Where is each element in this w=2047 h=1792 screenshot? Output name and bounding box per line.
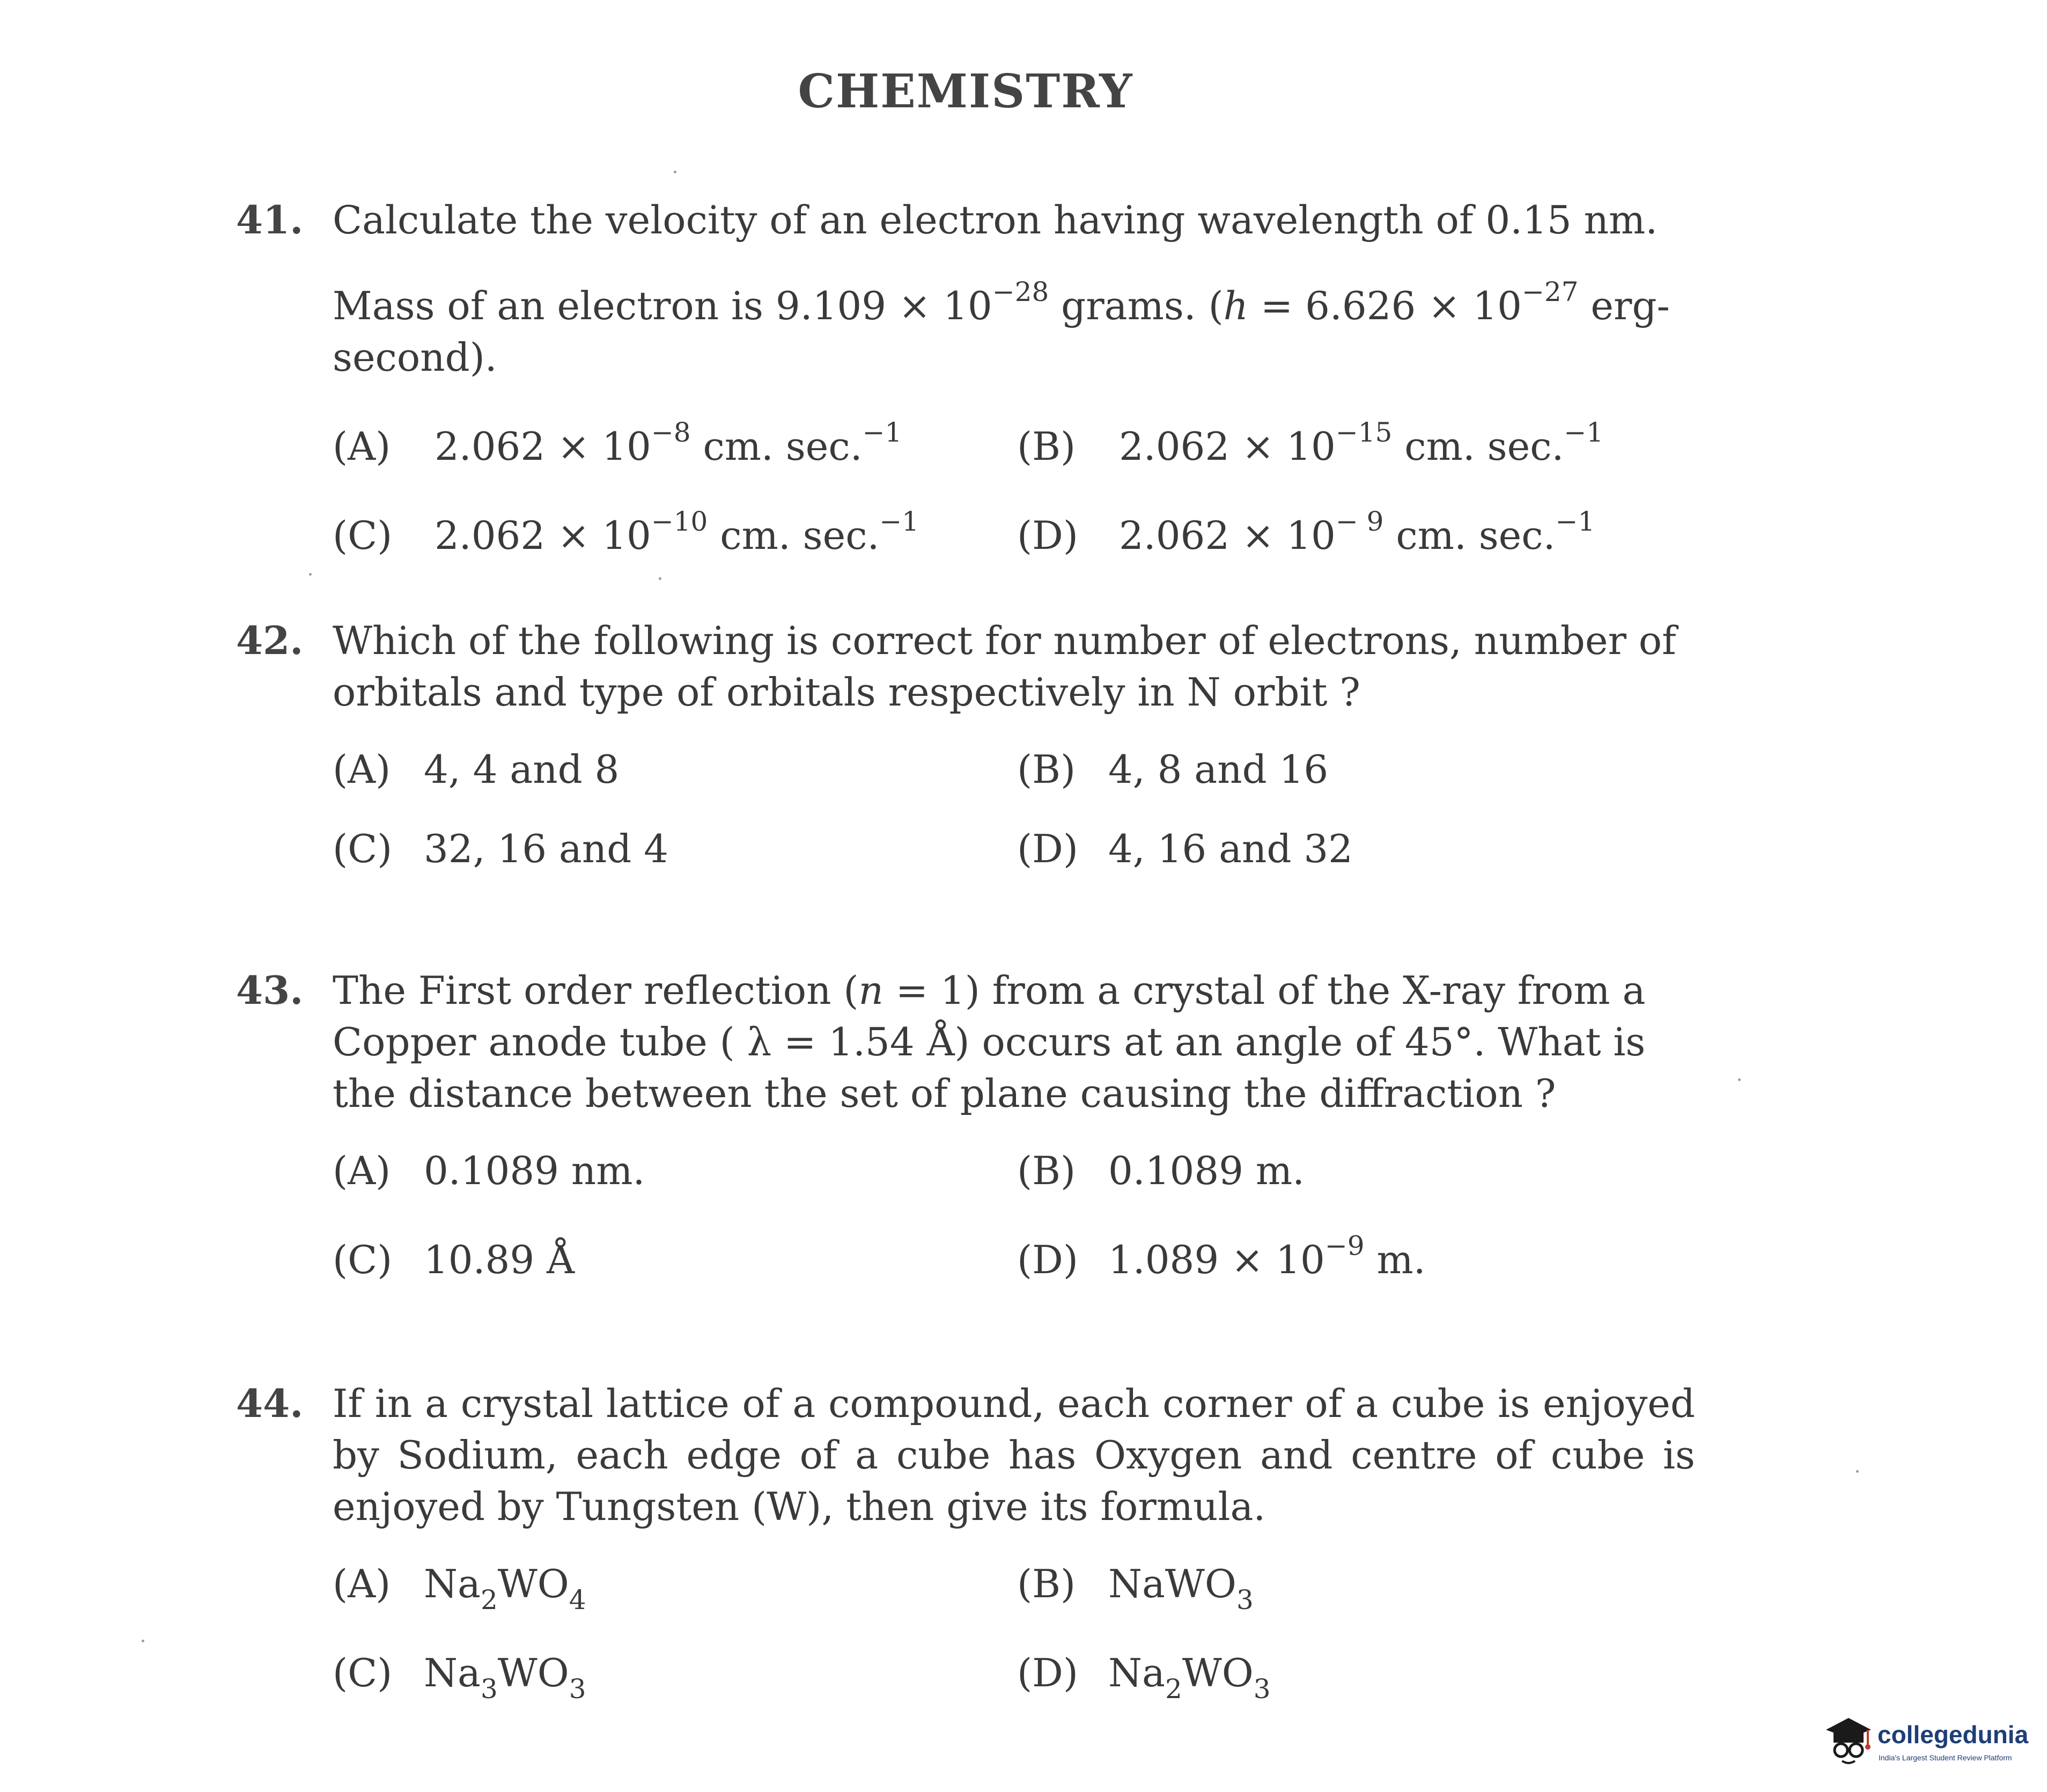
option-d[interactable]: (D) $1.089 \times 10^{-9}$ m. bbox=[1017, 1230, 1426, 1282]
logo-name: collegedunia bbox=[1877, 1721, 2029, 1749]
question-text: Which of the following is correct for number of electrons, number of orbitals and type of orbitals respectively in N orbit ? bbox=[333, 618, 1676, 715]
scan-speck bbox=[142, 1640, 144, 1642]
question-number: 44. bbox=[236, 1380, 304, 1426]
option-c[interactable]: (C) 32, 16 and 4 bbox=[333, 826, 668, 871]
question-text: The First order reflection (n = 1) from a crystal of the X-ray from a Copper anode tube ( λ = 1.54 Å) occurs at an angle of 45°. What is the distance between the set of plane causing the diffraction ? bbox=[333, 968, 1646, 1116]
option-a[interactable]: (A) 0.1089 nm. bbox=[333, 1148, 645, 1193]
question-number: 42. bbox=[236, 618, 304, 663]
question-41 bbox=[236, 194, 1695, 603]
scan-speck bbox=[1738, 1078, 1741, 1081]
option-a[interactable]: (A) $Na_2WO_4$ bbox=[333, 1561, 586, 1615]
scan-speck bbox=[1856, 1470, 1859, 1473]
graduate-mascot-icon bbox=[1822, 1714, 1873, 1767]
scan-speck bbox=[659, 577, 661, 580]
option-b[interactable]: (B) $2.062 \times 10^{-15}$ cm. sec.$^{-1}$ bbox=[1017, 417, 1604, 469]
options bbox=[333, 417, 1695, 603]
option-c[interactable]: (C) $Na_3WO_3$ bbox=[333, 1650, 586, 1705]
option-c[interactable]: (C) 10.89 Å bbox=[333, 1237, 575, 1282]
scan-speck bbox=[309, 573, 312, 576]
option-d[interactable]: (D) 4, 16 and 32 bbox=[1017, 826, 1353, 871]
question-number: 41. bbox=[236, 197, 304, 243]
question-number: 43. bbox=[236, 967, 304, 1013]
options bbox=[333, 1558, 1695, 1740]
question-43 bbox=[236, 965, 1695, 1327]
page-title: CHEMISTRY bbox=[798, 64, 1133, 119]
option-a[interactable]: (A) 4, 4 and 8 bbox=[333, 747, 620, 792]
question-42 bbox=[236, 615, 1695, 926]
option-d[interactable]: (D) $2.062 \times 10^{- 9}$ cm. sec.$^{-1}$ bbox=[1017, 506, 1595, 558]
options bbox=[333, 744, 1695, 926]
question-44 bbox=[236, 1378, 1695, 1740]
scan-speck bbox=[674, 171, 676, 173]
option-b[interactable]: (B) 4, 8 and 16 bbox=[1017, 747, 1329, 792]
question-text: Calculate the velocity of an electron having wavelength of 0.15 nm. Mass of an electron is $9.109 \times 10^{-28}$ grams. ($h = 6.626 \times 10^{-27}$ erg-second). bbox=[333, 197, 1670, 380]
question-text: If in a crystal lattice of a compound, each corner of a cube is enjoyed by Sodium, each edge of a cube has Oxygen and centre of cube is enjoyed by Tungsten (W), then give its formula. bbox=[333, 1381, 1695, 1529]
option-d[interactable]: (D) $Na_2WO_3$ bbox=[1017, 1650, 1271, 1705]
option-b[interactable]: (B) 0.1089 m. bbox=[1017, 1148, 1305, 1193]
options bbox=[333, 1145, 1695, 1327]
logo-tagline: India's Largest Student Review Platform bbox=[1879, 1753, 2012, 1762]
option-b[interactable]: (B) NaWO$_3$ bbox=[1017, 1561, 1254, 1615]
collegedunia-logo[interactable] bbox=[1822, 1702, 2031, 1782]
option-c[interactable]: (C) $2.062 \times 10^{-10}$ cm. sec.$^{-1}$ bbox=[333, 506, 919, 558]
option-a[interactable]: (A) $2.062 \times 10^{-8}$ cm. sec.$^{-1}$ bbox=[333, 417, 902, 469]
